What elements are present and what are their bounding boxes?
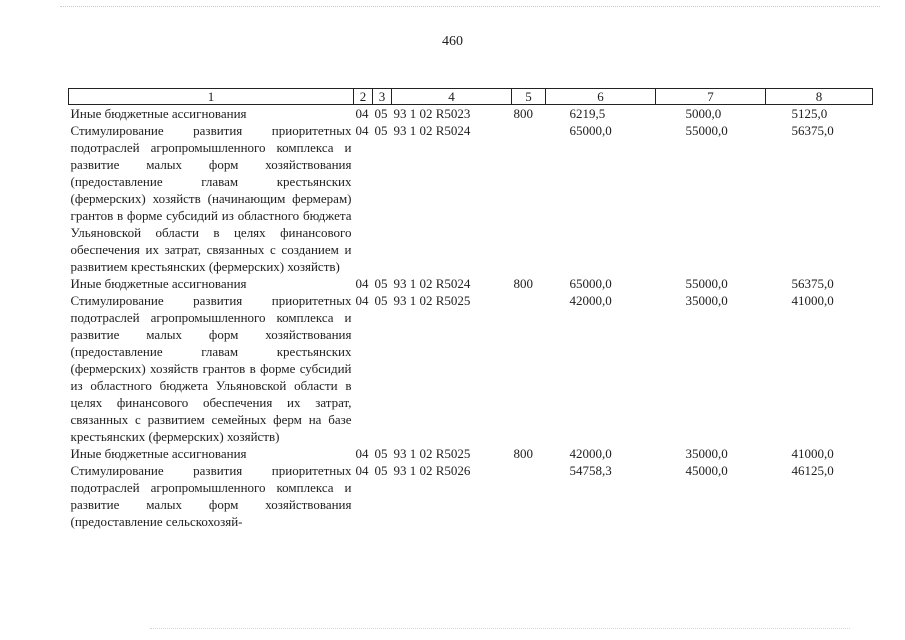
table-row bbox=[69, 445, 873, 462]
row-amount-col8: 5125,0 bbox=[791, 106, 828, 121]
header-row bbox=[69, 89, 873, 105]
row-target-article: 93 1 02 R5026 bbox=[393, 463, 471, 478]
row-amount-col6: 54758,3 bbox=[569, 463, 612, 478]
row-name: Стимулирование развития приоритетных подотраслей агропромышленного комплекса и развитие малых форм хозяйствования (предоставление главам крестьянских (фермерских) хозяйств грантов в форме субсидий из областного бюджета Ульяновской области в целях финансового обеспечения их затрат, связанных с развитием семейных ферм на базе крестьянских (фермерских) хозяйств) bbox=[70, 293, 352, 444]
row-name: Иные бюджетные ассигнования bbox=[70, 446, 247, 461]
row-expense-type: 800 bbox=[513, 446, 533, 461]
row-amount-col6: 42000,0 bbox=[569, 293, 612, 308]
row-section: 04 bbox=[355, 463, 369, 478]
row-amount-col7: 55000,0 bbox=[685, 123, 728, 138]
row-target-article: 93 1 02 R5025 bbox=[393, 446, 471, 461]
scan-artifact-bottom bbox=[150, 628, 850, 631]
row-amount-col8: 46125,0 bbox=[791, 463, 834, 478]
row-amount-col7: 55000,0 bbox=[685, 276, 728, 291]
row-target-article: 93 1 02 R5024 bbox=[393, 123, 471, 138]
row-amount-col6: 65000,0 bbox=[569, 276, 612, 291]
row-amount-col8: 56375,0 bbox=[791, 123, 834, 138]
header-col-7: 7 bbox=[656, 89, 766, 105]
page-number: 460 bbox=[442, 34, 463, 49]
row-subsection: 05 bbox=[374, 123, 388, 138]
row-section: 04 bbox=[355, 276, 369, 291]
row-amount-col7: 5000,0 bbox=[685, 106, 722, 121]
row-name: Иные бюджетные ассигнования bbox=[70, 106, 247, 121]
row-expense-type bbox=[512, 462, 546, 530]
row-name: Стимулирование развития приоритетных подотраслей агропромышленного комплекса и развитие малых форм хозяйствования (предоставление главам крестьянских (фермерских) хозяйств (начинающим фермерам) грантов в форме субсидий из областного бюджета Ульяновской области в целях финансового обеспечения их затрат, связанных с созданием и развитием крестьянских (фермерских) хозяйств) bbox=[70, 123, 352, 274]
row-name: Стимулирование развития приоритетных подотраслей агропромышленного комплекса и развитие малых форм хозяйствования (предоставление сельскохозяй- bbox=[70, 463, 352, 529]
row-amount-col8: 56375,0 bbox=[791, 276, 834, 291]
row-amount-col7: 35000,0 bbox=[685, 293, 728, 308]
header-col-2: 2 bbox=[354, 89, 373, 105]
row-amount-col7: 45000,0 bbox=[685, 463, 728, 478]
row-amount-col8: 41000,0 bbox=[791, 446, 834, 461]
header-col-4: 4 bbox=[392, 89, 512, 105]
table-row bbox=[69, 105, 873, 123]
budget-table bbox=[68, 88, 873, 530]
table-row bbox=[69, 292, 873, 445]
row-amount-col6: 6219,5 bbox=[569, 106, 606, 121]
header-col-6: 6 bbox=[546, 89, 656, 105]
row-expense-type: 800 bbox=[513, 106, 533, 121]
row-amount-col6: 42000,0 bbox=[569, 446, 612, 461]
row-target-article: 93 1 02 R5024 bbox=[393, 276, 471, 291]
row-target-article: 93 1 02 R5025 bbox=[393, 293, 471, 308]
row-expense-type: 800 bbox=[513, 276, 533, 291]
table-row bbox=[69, 275, 873, 292]
row-subsection: 05 bbox=[374, 293, 388, 308]
row-section: 04 bbox=[355, 123, 369, 138]
header-col-8: 8 bbox=[766, 89, 873, 105]
table-row bbox=[69, 462, 873, 530]
row-subsection: 05 bbox=[374, 446, 388, 461]
row-section: 04 bbox=[355, 446, 369, 461]
table-header bbox=[69, 89, 873, 105]
row-expense-type bbox=[512, 122, 546, 275]
row-name: Иные бюджетные ассигнования bbox=[70, 276, 247, 291]
row-amount-col7: 35000,0 bbox=[685, 446, 728, 461]
row-target-article: 93 1 02 R5023 bbox=[393, 106, 471, 121]
header-col-3: 3 bbox=[373, 89, 392, 105]
scan-artifact-top bbox=[60, 6, 880, 10]
row-expense-type bbox=[512, 292, 546, 445]
row-subsection: 05 bbox=[374, 276, 388, 291]
header-col-1: 1 bbox=[69, 89, 354, 105]
row-amount-col8: 41000,0 bbox=[791, 293, 834, 308]
row-section: 04 bbox=[355, 293, 369, 308]
table-row bbox=[69, 122, 873, 275]
row-section: 04 bbox=[355, 106, 369, 121]
row-subsection: 05 bbox=[374, 106, 388, 121]
row-subsection: 05 bbox=[374, 463, 388, 478]
header-col-5: 5 bbox=[512, 89, 546, 105]
table-body bbox=[69, 105, 873, 531]
row-amount-col6: 65000,0 bbox=[569, 123, 612, 138]
